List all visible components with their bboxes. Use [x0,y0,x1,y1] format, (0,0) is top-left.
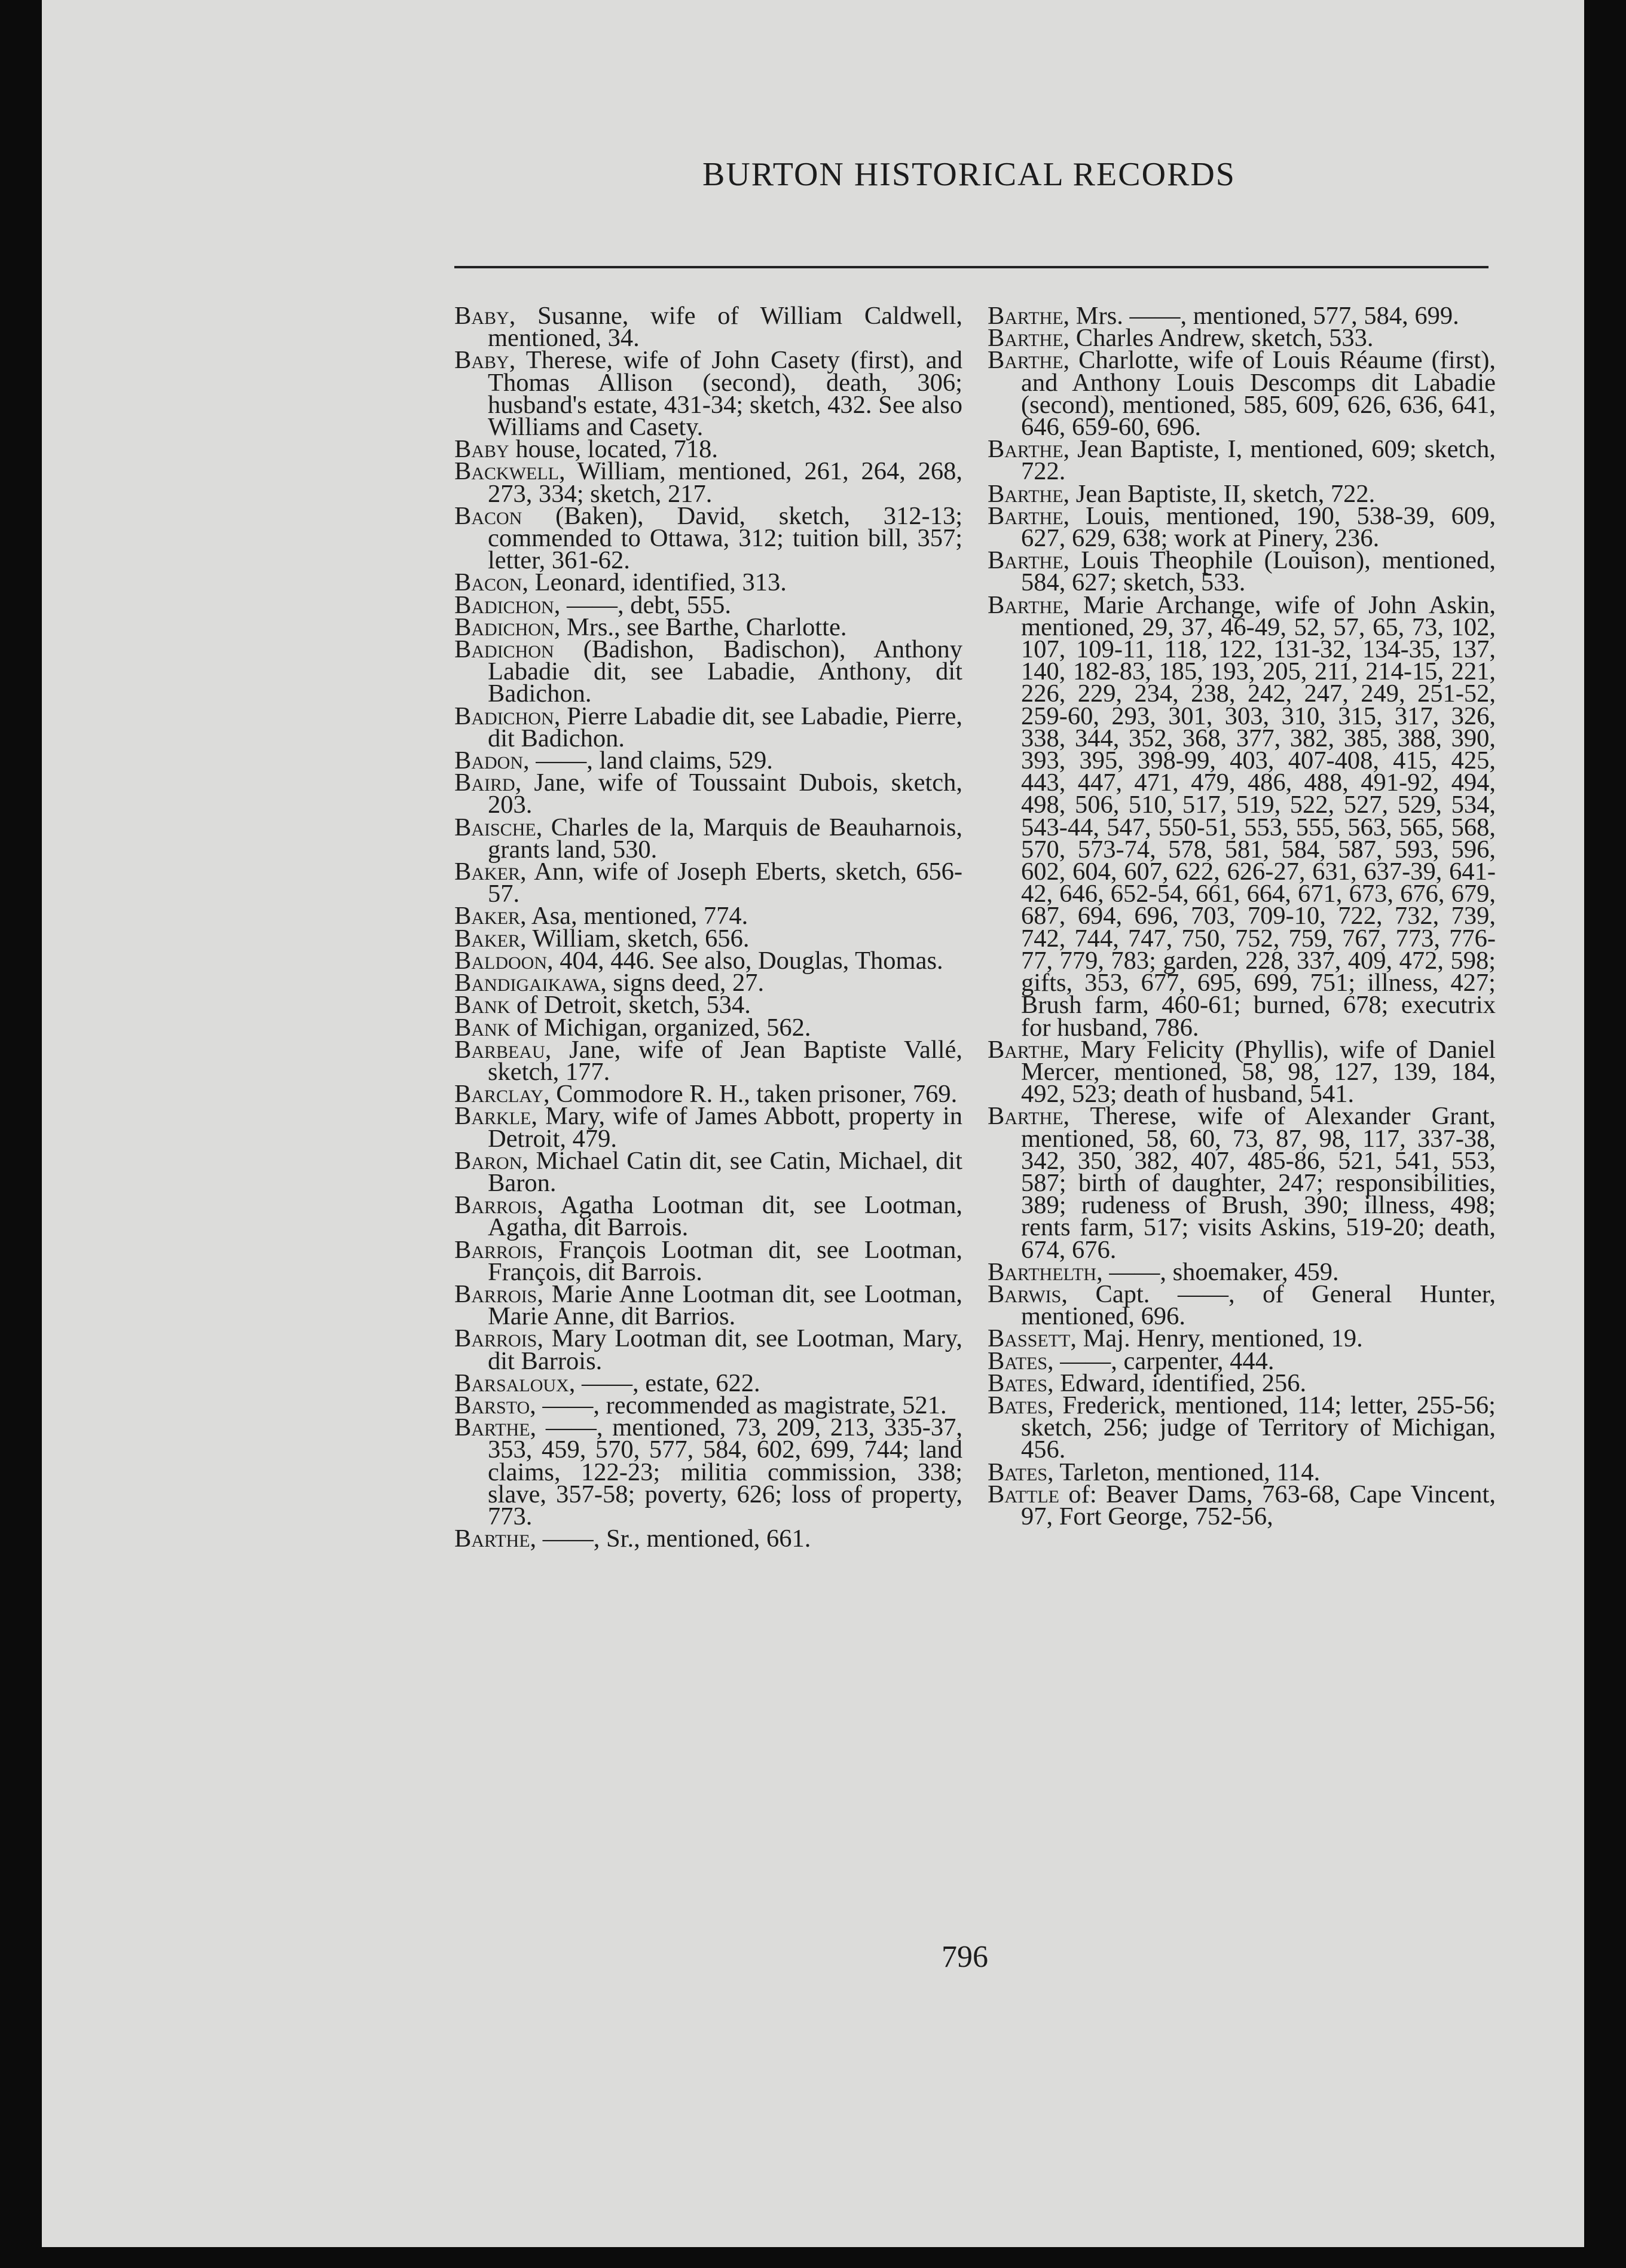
entry-text: , Jane, wife of Toussaint Dubois, sketch, 203. [488,769,962,819]
entry-heading: Bates [988,1391,1048,1419]
entry-heading: Barsaloux [454,1369,569,1397]
entry-heading: Barthe [988,1102,1063,1131]
entry-heading: Badichon [454,702,554,730]
entry-text: , Marie Anne Lootman dit, see Lootman, Marie Anne, dit Barrios. [488,1280,962,1331]
index-entry [454,1235,962,1286]
entry-heading: Barsto [454,1391,530,1419]
running-head [454,155,1530,251]
entry-heading: Barthe [988,435,1063,464]
entry-heading: Barrois [454,1235,537,1264]
entry-text: , Mary Lootman dit, see Lootman, Mary, dit Barrois. [488,1324,962,1375]
entry-text: , Tarleton, mentioned, 114. [1047,1458,1321,1486]
entry-text: of Michigan, organized, 562. [510,1013,811,1042]
index-entry [454,346,962,442]
index-entry [988,501,1496,553]
entry-text: , ——, shoemaker, 459. [1096,1257,1339,1286]
index-entry [454,1035,962,1086]
entry-text: , Leonard, identified, 313. [522,568,787,597]
index-entry [454,1146,962,1197]
entry-heading: Barthe [454,1525,530,1553]
entry-text: of Detroit, sketch, 534. [510,991,751,1020]
entry-heading: Barrois [454,1324,537,1353]
entry-text: , Agatha Lootman dit, see Lootman, Agatha, dit Barrois. [488,1191,962,1242]
entry-heading: Barkle [454,1102,531,1131]
entry-text: , ——, carpenter, 444. [1047,1346,1274,1375]
entry-heading: Backwell [454,457,559,486]
index-entry [988,1102,1496,1264]
entry-heading: Bank [454,1013,511,1042]
entry-text: , Michael Catin dit, see Catin, Michael, dit Baron. [488,1146,962,1197]
index-entry [988,346,1496,442]
entry-heading: Barthe [988,1035,1063,1064]
index-entry [454,858,962,908]
entry-heading: Battle [988,1480,1059,1508]
index-entry [454,702,962,752]
entry-text: , signs deed, 27. [600,969,765,997]
index-entry [454,1324,962,1375]
entry-heading: Bacon [454,501,522,530]
entry-heading: Barbeau [454,1035,545,1064]
entry-text: , Mrs., see Barthe, Charlotte. [554,613,847,641]
entry-text: , 404, 446. See also, Douglas, Thomas. [547,946,943,975]
entry-text: , Jean Baptiste, II, sketch, 722. [1063,479,1376,508]
index-entry [454,813,962,864]
entry-text: of: Beaver Dams, 763-68, Cape Vincent, 97, Fort George, 752-56, [1021,1480,1496,1531]
entry-heading: Baldoon [454,946,547,975]
entry-text: , Edward, identified, 256. [1047,1369,1307,1397]
index-entry [988,435,1496,486]
entry-text: , Maj. Henry, mentioned, 19. [1070,1324,1363,1353]
index-entry [454,635,962,708]
index-entry [988,590,1496,1042]
entry-heading: Barthe [988,302,1063,330]
book-page [42,0,1584,2247]
entry-heading: Bank [454,991,511,1020]
entry-heading: Badichon [454,635,554,664]
entry-text: , Charles Andrew, sketch, 533. [1063,324,1374,353]
entry-text: , Ann, wife of Joseph Eberts, sketch, 656-57. [488,858,962,908]
entry-heading: Bandigaikawa [454,969,601,997]
page-title: BURTON HISTORICAL RECORDS [702,156,1236,193]
entry-text: , Capt. ——, of General Hunter, mentioned, 696. [1021,1280,1496,1331]
index-entry [454,1413,962,1531]
entry-text: , Frederick, mentioned, 114; letter, 255-56; sketch, 256; judge of Territory of Michigan, 456. [1021,1391,1496,1464]
entry-heading: Barrois [454,1280,537,1308]
entry-heading: Bates [988,1346,1048,1375]
entry-heading: Barthelth [988,1257,1097,1286]
entry-text: , ——, debt, 555. [554,590,731,619]
page-number: 796 [942,1940,988,1974]
entry-heading: Badichon [454,613,554,641]
header-rule [454,266,1489,268]
entry-text: , Asa, mentioned, 774. [520,902,748,931]
entry-text: , Marie Archange, wife of John Askin, mentioned, 29, 37, 46-49, 52, 57, 65, 73, 102, 107, 109-11, 118, 122, 131-32, 134-35, 137, 140, 182-83, 185, 193, 205, 211, 214-15, 221, 226, 229, 234, 238, 242, 247, 249, 251-52, 259-60, 293, 301, 303, 310, 315, 317, 326, 338, 344, 352, 368, 377, 382, 385, 388, 390, 393, 395, 398-99, 403, 407-408, 415, 425, 443, 447, 471, 479, 486, 488, 491-92, 494, 498, 506, 510, 517, 519, 522, 527, 529, 534, 543-44, 547, 550-51, 553, 555, 563, 565, 568, 570, 573-74, 578, 581, 584, 587, 593, 596, 602, 604, 607, 622, 626-27, 631, 637-39, 641-42, 646, 652-54, 661, 664, 671, 673, 676, 679, 687, 694, 696, 703, 709-10, 722, 732, 739, 742, 744, 747, 750, 752, 759, 767, 773, 776-77, 779, 783; garden, 228, 337, 409, 472, 598; gifts, 353, 677, 695, 699, 751; illness, 427; Brush farm, 460-61; burned, 678; executrix for husband, 786. [1021,590,1496,1042]
entry-text: , Jane, wife of Jean Baptiste Vallé, sketch, 177. [488,1035,962,1086]
entry-text: , Charles de la, Marquis de Beauharnois, grants land, 530. [488,813,962,864]
entry-text: , Charlotte, wife of Louis Réaume (first), and Anthony Louis Descomps dit Labadie (second), mentioned, 585, 609, 626, 636, 641, 646, 659-60, 696. [1021,346,1496,442]
entry-text: (Baken), David, sketch, 312-13; commended to Ottawa, 312; tuition bill, 357; letter, 361-62. [488,501,962,575]
entry-heading: Barwis [988,1280,1062,1308]
entry-text: , Jean Baptiste, I, mentioned, 609; sketch, 722. [1021,435,1496,486]
entry-heading: Barthe [988,346,1063,375]
entry-heading: Barthe [988,479,1063,508]
entry-text: , William, sketch, 656. [520,924,750,953]
entry-heading: Badichon [454,590,554,619]
entry-heading: Baische [454,813,536,841]
entry-heading: Baker [454,902,521,931]
index-entry [454,1525,962,1553]
entry-heading: Baby [454,302,509,330]
index-entry [988,1280,1496,1331]
entry-text: , Pierre Labadie dit, see Labadie, Pierre, dit Badichon. [488,702,962,752]
entry-text: , ——, Sr., mentioned, 661. [530,1525,811,1553]
entry-text: , François Lootman dit, see Lootman, François, dit Barrois. [488,1235,962,1286]
index-entry [988,546,1496,597]
index-column-left [454,302,962,1553]
entry-heading: Baron [454,1146,522,1175]
entry-heading: Barthe [988,590,1063,619]
entry-text: (Badishon, Badischon), Anthony Labadie dit, see Labadie, Anthony, dit Badichon. [488,635,962,708]
entry-text: , ——, estate, 622. [569,1369,760,1397]
entry-heading: Barrois [454,1191,537,1220]
entry-text: , Mary, wife of James Abbott, property in Detroit, 479. [488,1102,962,1153]
index-entry [454,457,962,508]
entry-text: , Mary Felicity (Phyllis), wife of Daniel Mercer, mentioned, 58, 98, 127, 139, 184, 492, 523; death of husband, 541. [1021,1035,1496,1109]
entry-text: , ——, mentioned, 73, 209, 213, 335-37, 353, 459, 570, 577, 584, 602, 699, 744; land claims, 122-23; militia commission, 338; slave, 357-58; poverty, 626; loss of property, 773. [488,1413,962,1531]
entry-text: , ——, land claims, 529. [523,746,773,775]
index-entry [454,501,962,575]
entry-heading: Baker [454,858,521,886]
entry-heading: Bates [988,1369,1048,1397]
entry-heading: Barthe [988,324,1063,353]
entry-heading: Barclay [454,1080,543,1109]
index-entry [988,1035,1496,1109]
index-entry [454,769,962,819]
index-entry [454,1191,962,1242]
entry-text: , Susanne, wife of William Caldwell, mentioned, 34. [488,302,962,353]
entry-text: , William, mentioned, 261, 264, 268, 273, 334; sketch, 217. [488,457,962,508]
index-entry [454,1280,962,1331]
index-entry [988,1480,1496,1531]
entry-heading: Baby [454,346,509,375]
entry-text: , Therese, wife of John Casety (first), and Thomas Allison (second), death, 306; husband's estate, 431-34; sketch, 432. See also Williams and Casety. [488,346,962,442]
entry-text: , ——, recommended as magistrate, 521. [530,1391,947,1419]
entry-text: , Commodore R. H., taken prisoner, 769. [543,1080,958,1109]
index-entry [454,302,962,353]
index-column-right [988,302,1496,1531]
entry-text: , Mrs. ——, mentioned, 577, 584, 699. [1063,302,1459,330]
entry-heading: Baby [454,435,509,464]
entry-heading: Baird [454,769,515,797]
entry-heading: Barthe [988,501,1063,530]
index-entry [988,1391,1496,1464]
entry-heading: Barthe [454,1413,530,1442]
entry-heading: Badon [454,746,524,775]
entry-heading: Baker [454,924,521,953]
entry-heading: Bates [988,1458,1048,1486]
entry-text: , Louis Theophile (Louison), mentioned, 584, 627; sketch, 533. [1021,546,1496,597]
entry-text: house, located, 718. [509,435,719,464]
entry-heading: Bassett [988,1324,1071,1353]
entry-text: , Louis, mentioned, 190, 538-39, 609, 627, 629, 638; work at Pinery, 236. [1021,501,1496,553]
entry-heading: Bacon [454,568,522,597]
index-entry [454,1102,962,1153]
entry-text: , Therese, wife of Alexander Grant, mentioned, 58, 60, 73, 87, 98, 117, 337-38, 342, 350, 382, 407, 485-86, 521, 541, 553, 587; birth of daughter, 247; responsibilities, 389; rudeness of Brush, 390; illness, 498; rents farm, 517; visits Askins, 519-20; death, 674, 676. [1021,1102,1496,1264]
entry-heading: Barthe [988,546,1063,575]
